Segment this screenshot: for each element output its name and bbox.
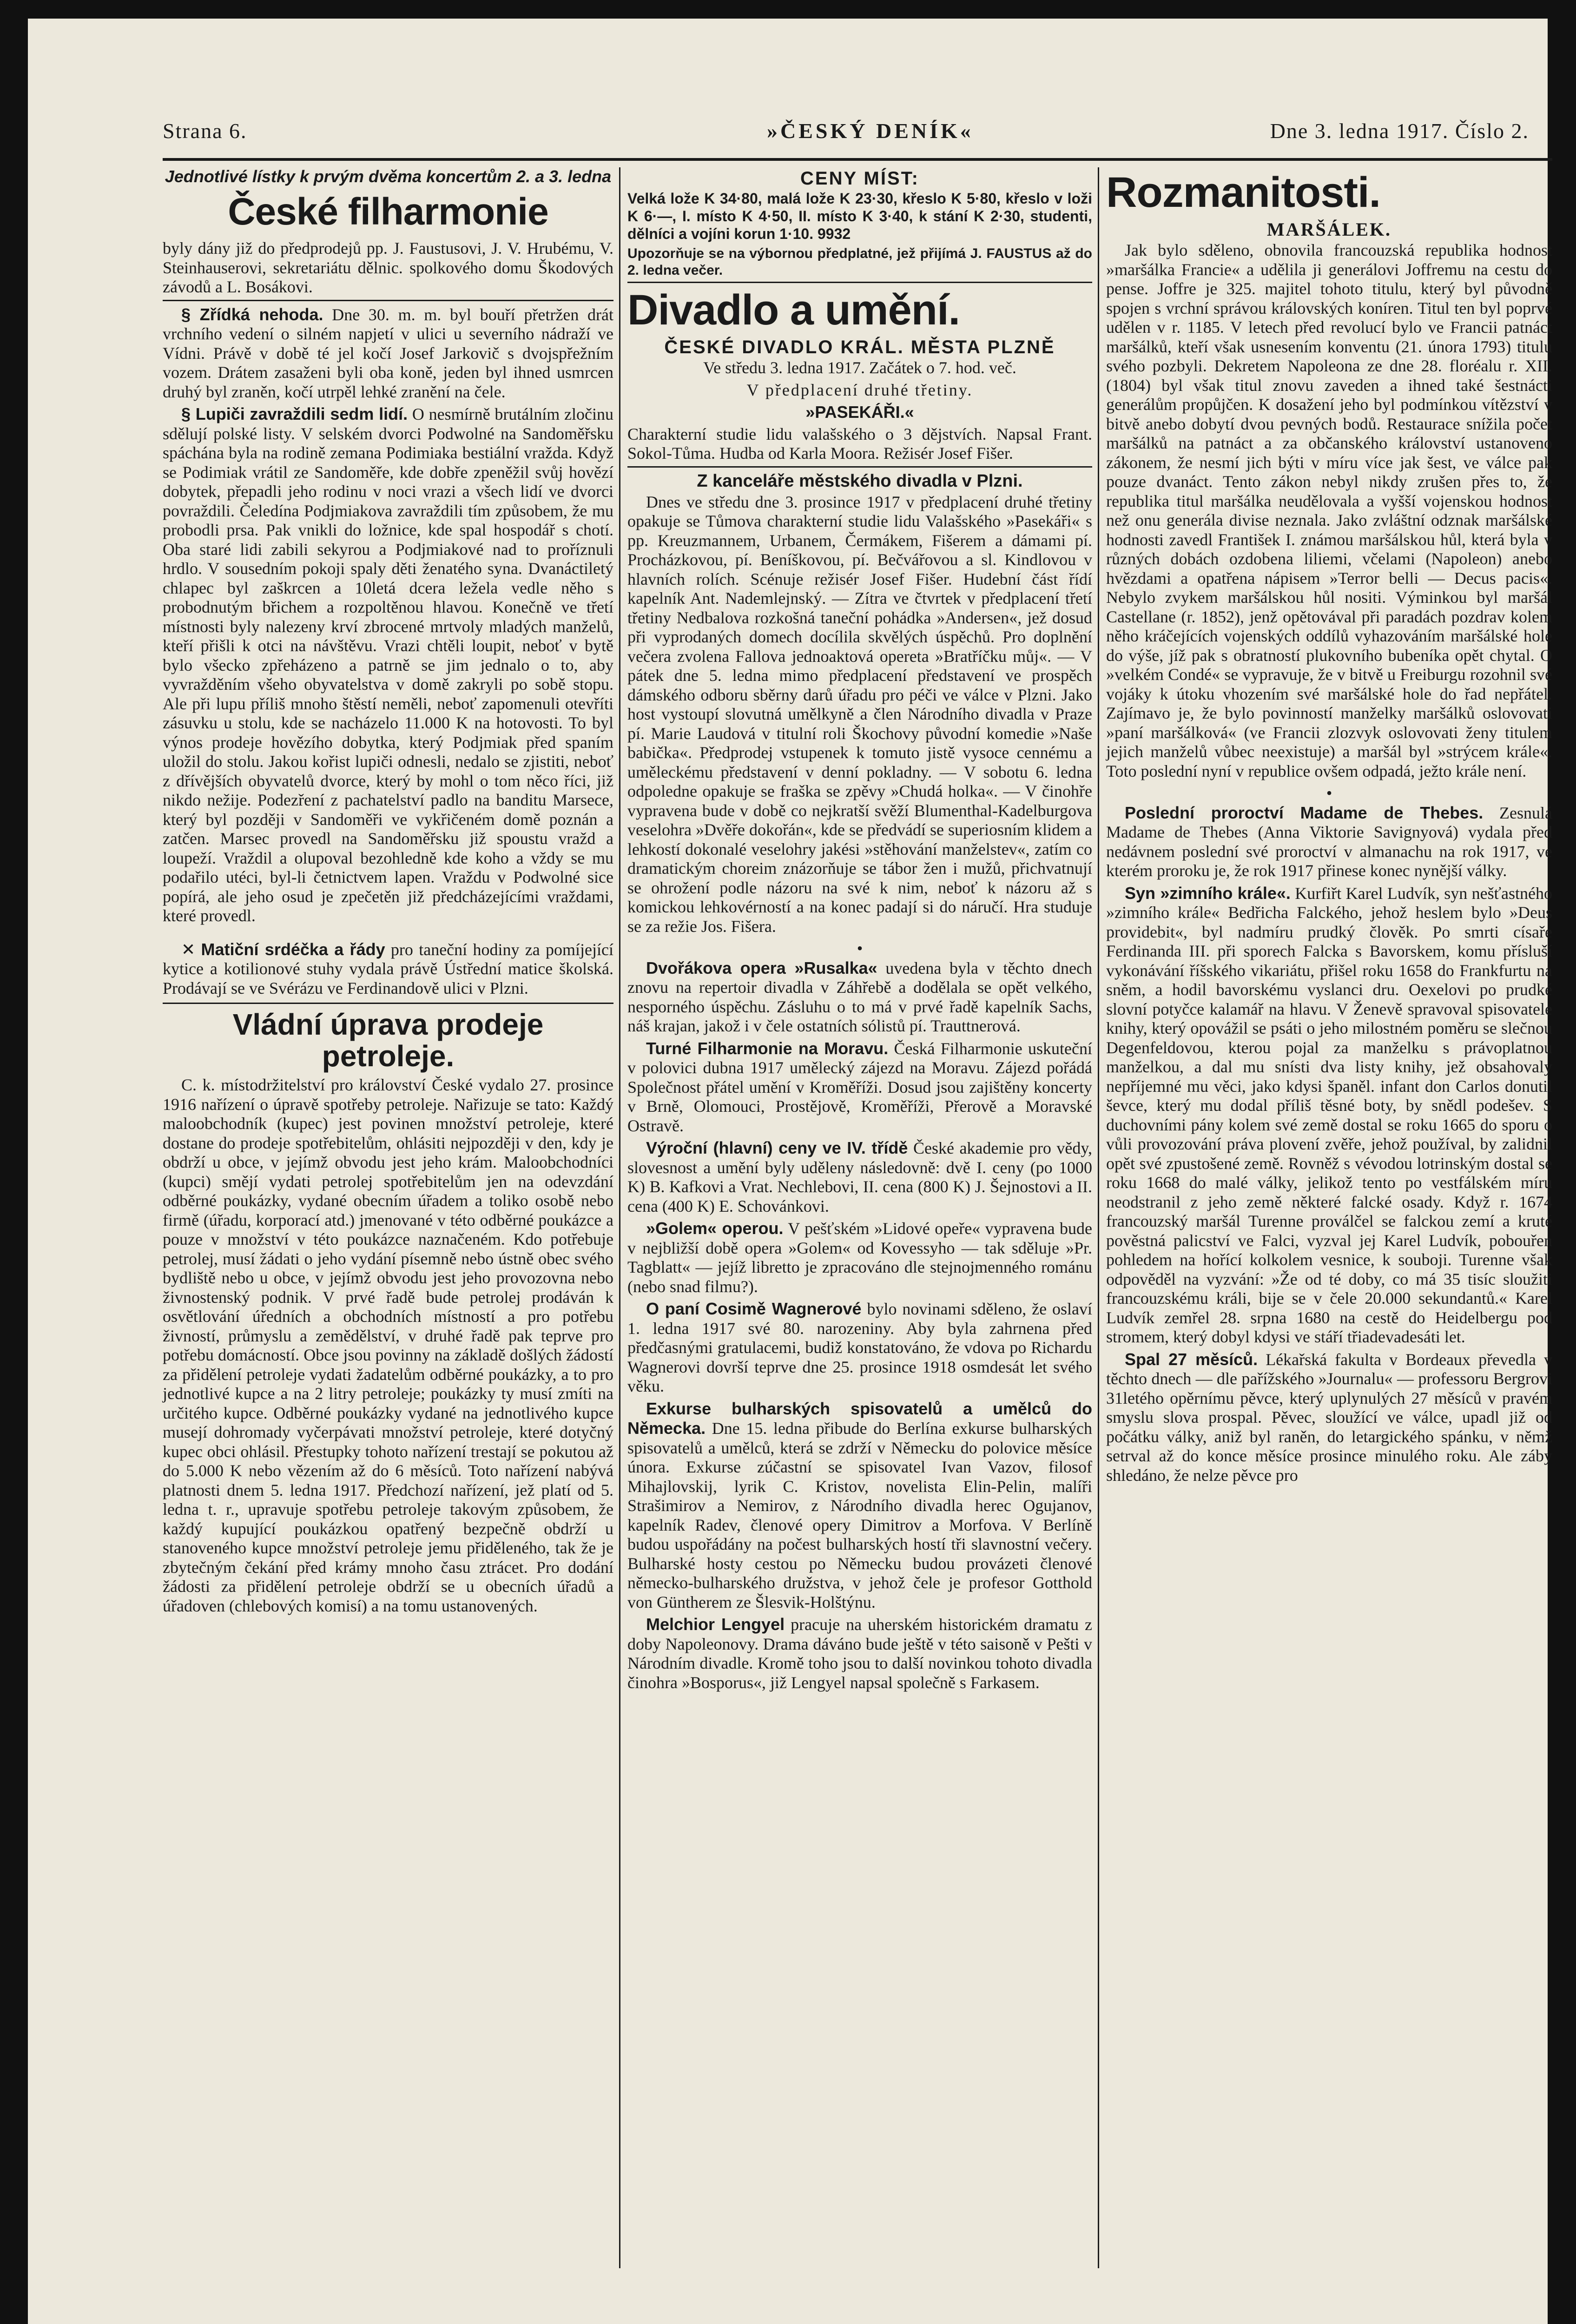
- article-murder: § Lupiči zavraždili sedm lidí. O nesmírně brutálním zločinu sdělují polské listy. V selském dvorci Podwolné na Sandoměřsku spáchána byla na rodině zemana Podimiaka bestiální vražda. Když se Podimiak vrátil ze Sandoměře, kde dobře zpeněžil svůj hovězí dobytek, přepadli jeho rodinu v noci vrazi a všech lidí ve dvorci povraždili. Čeledína Podjmiakova zavraždili tím způsobem, že mu probodli prsa. Pak vnikli do ložnice, kde spal hospodář s chotí. Oba staré lidi zabili sekyrou a Podjmiakové nad to proříznuli hrdlo. V sousedním pokoji spaly děti ženatého syna. Dvanáctiletý chlapec byl zaškrcen a 10letá dcera ležela vedle něho s probodnutým břichem a rozpoltěnou hlavou. Konečně ve třetí místnosti byly nalezeny krví zbrocené mrtvoly mladých manželů, kteří přišli k otci na návštěvu. Vrazi chtěli loupit, neboť v bytě bylo všecko zpřeházeno a patrně se jim jednalo o to, aby vyvražděním všeho obyvatelstva v domě zakryli po sobě stopu. Ale při lupu příliš mnoho štěstí neměli, neboť zapomenuli otevříti zásuvku u stolu, kde se nacházelo 11.000 K na hotovosti. To byl výnos prodeje hovězího dobytka, který Podjmiak před spaním uložil do stolu. Jakou kořist lupiči odnesli, nedalo se zjistiti, neboť z dřívějších obyvatelů dvorce, který by mohl o tom něco říci, již nikdo nežije. Podezření z pachatelství padlo na banditu Marsece, který byl později v Sandoměři ve vykřičeném domě poznán a zatčen. Marsec provedl na Sandoměřsku již spoustu vražd a loupeží. Vraždil a olupoval bezohledně kde koho a vždy se mu podařilo utéci, byl-li četnictvem lapen. Vraždu v Podwolné sice popírá, ale jeho osud je zpečetěn již předcházejícími vraždami, které provedl.: [163, 404, 613, 925]
- article-sleep: Spal 27 měsíců. Lékařská fakulta v Bordeaux převedla v těchto dnech — dle pařížského »Journalu« — professoru Bergrovi 31letého opěrnímu pěvce, který uplynulých 27 měsíců v pravém smyslu slova prospal. Pěvec, sloužící ve válce, upadl již od počátku války, aniž byl raněn, do letargického spánku, v němž setrval až do konce měsíce prosince minulého roku. Ale záby shledáno, že nelze pěvce pro: [1106, 1349, 1553, 1485]
- column-1: [163, 167, 613, 1618]
- article-golem: »Golem« operou. V pešťském »Lidové opeře« vypravena bude v nejbližší době opera »Golem« od Kovessyho — tak sděluje »Pr. Tagblatt« — jejíž libretto je zpracováno dle stejnojmenného románu (nebo snad filmu?).: [627, 1219, 1092, 1296]
- subscription-note: Upozorňuje se na výbornou předplatné, jež přijímá J. FAUSTUS až do 2. ledna večer.: [627, 245, 1092, 283]
- article-accident: § Zřídká nehoda. Dne 30. m. m. byl bouří přetržen drát vrchního vedení o silném napjetí v ulici u severního nádraží ve Vídni. Právě v době té jel kočí Josef Jarkovič s dvojspřežním vozem. Drátem zasaženi byli oba koně, jeden byl ihned usmrcen druhý byl zraněn, kočí utrpěl lehké zranění na čele.: [163, 304, 614, 401]
- article-wagner: O paní Cosimě Wagnerové bylo novinami sděleno, že oslaví 1. ledna 1917 své 80. narozeniny. Aby byla zahrnena před předčasnými gratulacemi, budiž konstatováno, že vdova po Richardu Wagnerovi dovrší teprve dne 25. prosince 1918 osmdesát let svého věku.: [627, 1299, 1093, 1395]
- concert-intro: byly dány již do předprodejů pp. J. Faustusovi, J. V. Hrubému, V. Steinhauserovi, sekretariátu dělnic. spolkového domu Škodových závodů a L. Bosákovi.: [163, 239, 613, 301]
- office-heading: Z kanceláře městského divadla v Plzni.: [697, 471, 1023, 491]
- article-office: Dnes ve středu dne 3. prosince 1917 v předplacení druhé třetiny opakuje se Tůmova charakterní studie lidu Valašského »Pasekáři« s pp. Kreuzmannem, Urbanem, Čermákem, Fišerem a dámami pí. Procházkovou, pí. Beníškovou, pí. Bečvářovou a sl. Kindlovou v hlavních rolích. Scénuje režisér Josef Fišer. Hudební část řídí kapelník Ant. Nademlejnský. — Zítra ve čtvrtek v předplacení třetí třetiny Nedbalova rozkošná taneční pohádka »Andersen«, jež dosud při vyprodaných domech docílila skvělých úspěchů. Pro doplnění večera zvolena Fallova jednoaktová opereta »Bratříčku můj«. — V pátek dne 5. ledna mimo předplacení představení ve prospěch dámského odboru sběrny darů úřadu pro péči ve válce v Plzni. Jako host vystoupí slovutná umělkyně a člen Národního divadla v Praze pí. Marie Laudová v titulní roli Škochovy původní komedie »Naše babička«. Předprodej vstupenek k tomuto jistě vysoce cennému a uměleckému představení v denní pokladny. — V sobotu 6. ledna odpoledne opakuje se fraška se zpěvy »Chudá holka«. — V činohře vypravena bude v době co nejkratší svěží Blumenthal-Kadelburgova veselohra »Dvěře dokořán«, kde se předvádí se superiosním klidem a lehkostí dokonalé veselohry jakési »stěhování manželstev«, zatím co dramatickým choreim znázorňuje se tábor žen i mužů, přichvatnují se ohrožení podle názoru na své k nim, neboť k názoru až s komickou lehkovérností a na konec padají si do náručí. Hra studuje se za režie Jos. Fišera.: [627, 492, 1092, 936]
- marshal-heading: MARŠÁLEK.: [1266, 219, 1392, 240]
- newspaper-page: [28, 19, 1553, 2324]
- performance-subscription: V předplacení druhé třetiny.: [746, 380, 973, 399]
- masthead: [163, 119, 1529, 151]
- theatre-heading: Divadlo a umění.: [627, 286, 960, 334]
- article-turne: Turné Filharmonie na Moravu. Česká Filharmonie uskuteční v polovici dubna 1917 umělecký zájezd na Moravu. Zájezd pořádá Společnost přátel umění v Kroměříži. Dosud jsou zajištěny koncerty v Brně, Olomouci, Prostějově, Kroměříži, Přerově a Moravské Ostravě.: [627, 1038, 1092, 1135]
- performance-date: Ve středu 3. ledna 1917. Začátek o 7. hod. več.: [703, 358, 1016, 377]
- issue-date: Dne 3. ledna 1917. Číslo 2.: [1270, 119, 1529, 143]
- article-petroleum: C. k. místodržitelství pro království České vydalo 27. prosince 1916 nařízení o úpravě spotřeby petroleje. Nařizuje se tato: Každý maloobchodník (kupec) jest povinen množství petroleje, které dostane do prodeje spotřebitelům, ohlásiti nejpozději v den, kdy je obdrží u obce, v jejímž obvodu jest jeho krám. Maloobchodníci (kupci) smějí vydati petrolej spotřebitelům jen na odevzdání odběrné poukázky, vydané obecním úřadem a toliko osobě nebo firmě (úřadu, korporací atd.) jmenované v této odběrné poukázce a pouze v množství v této poukázce naznačeném. Kdo potřebuje petrolej, musí žádati o jeho vydání písemně nebo ústně obec svého bydliště nebo u obce, v jejímž obvodu jest jeho provozovna nebo živnostenský podnik. V prvé řadě bude petrolej prodáván k osvětlování úředních a obchodních místností a pro potřebu živností, průmyslu a zemědělství, v druhé řadě pak teprve pro potřebu domácností. Obce jsou povinny na základě došlých žádostí za přidělení petroleje vydati žadatelům odběrné poukázky, a to pro jednotlivé kupce a na 2 litry petroleje; poukázky ty musí zmíti na určitého kupce. Odběrné poukázky vydané na jednotlivého kupce musejí dohromady vyčerpávati množství petroleje, které dotyčný kupec obci ohlásil. Přestupky tohoto nařízení trestají se pokutou až do 5.000 K nebo vězením až do 6 měsíců. Toto nařízení nabývá platnosti dnem 5. ledna 1917. Předchozí nařízení, jež platí od 5. ledna t. r., upravuje spotřebu petroleje takovým způsobem, že každý kupující poukázkou opatřený bezpečně obdrží u stanoveného kupce množství petroleje jemu přiděleného, tak že je zbytečným čekání před krámy mnoho času ztrácet. Pro dodání žádosti za přidělení petroleje obdrží se u obecních úřadů a úřadoven (chlebových komisí) a na tomu ustanovených.: [163, 1076, 613, 1615]
- article-matice: ✕ Matiční srdéčka a řády pro taneční hodiny za pomíjející kytice a kotilionové stuhy vydala právě Ústřední matice školská. Prodávají se ve Svérázu ve Ferdinandově ulici v Plzni.: [163, 939, 614, 997]
- column-2: [627, 167, 1092, 1695]
- separator: [163, 1003, 613, 1004]
- play-description: Charakterní studie lidu valašského o 3 dějstvích. Napsal Frant. Sokol-Tůma. Hudba od Karla Moora. Režisér Josef Fišer.: [627, 425, 1092, 468]
- miscellany-heading: Rozmanitosti.: [1106, 169, 1381, 216]
- ornament: •: [857, 939, 863, 957]
- concert-kicker: Jednotlivé lístky k prvým dvěma koncertům 2. a 3. ledna: [165, 167, 612, 186]
- column-divider-1: [619, 167, 620, 2268]
- article-winter-king: Syn »zimního krále«. Kurfiřt Karel Ludvík, syn nešťastného »zimního krále« Bedřicha Falckého, jehož heslem bylo »Deus providebit«, byl nadmíru prudký člověk. Po smrti císaře Ferdinanda III. při sporech Falcka s Bavorskem, komu přísluší vykonávání říšského vikariátu, přišel roku 1658 do Frankfurtu na sněm, a hodil bavorskému vyslanci dru. Oexelovi po prudké slovní potyčce kalamář na hlavu. V Ženevě spravoval spisovatele knihy, který opovážil se psáti o jeho milostném poměru se slečnou Degenfeldovou, kterou pojal za manželku s právoplatnou manželkou, a dal mu snísti dva listy knihy, jež obsahovaly nepříjemné mu věci, jako kdysi španěl. infant don Carlos donutil ševce, který mu dodal příliš těsné boty, by snědl podešev. S duchovními pány kolem své země dostal se roku 1665 do sporu o vůli provozování práva plovení zvěře, jehož používal, by zalidnil opět své zpustošené země. Rovněž s vévodou lotrinským dostal se roku 1668 do malé války, jelikož tento po vestfálském míru neodstranil z jeho země některé falcké osady. Když r. 1674 francouzský maršál Turenne proválčel se falckou zemí a kruté pověstná palicství ve Falci, vyzval jej Karel Ludvík, pobouřen pohledem na hořící kolkolem vesnice, k souboji. Turenne však odpověděl na vyzvání: »Že od té doby, co má 35 tisíc sloužiti francouzskému králi, bije se v čele 20.000 sekundantů.« Karel Ludvík zemřel 28. srpna 1680 na cestě do Heidelbergu pod stromem, který dobyl kdysi ve stáří třiadevadesáti let.: [1106, 883, 1552, 1346]
- filharmonie-heading: České filharmonie: [228, 191, 548, 233]
- column-3: [1106, 167, 1552, 1488]
- article-lengyel: Melchior Lengyel pracuje na uherském historickém dramatu z doby Napoleonovy. Drama dáváno bude ještě v této saisoně v Pešti v Národním divadle. Kromě toho jsou to další novinkou tohoto divadla činohra »Bosporus«, již Lengyel napsal společně s Farkasem.: [627, 1615, 1092, 1692]
- play-title: »PASEKÁŘI.«: [805, 403, 914, 422]
- article-rusalka: Dvořákova opera »Rusalka« uvedena byla v těchto dnech znovu na repertoir divadla v Záhřebě a dodělala se opět velkého, nesporného úspěchu. Zásluhu o to má v prvé řadě kapelník Sachs, náš krajan, jakož i v čele ostatních sólistů pí. Trauttnerová.: [627, 958, 1092, 1035]
- page-number: Strana 6.: [163, 119, 247, 143]
- article-exkurse: Exkurse bulharských spisovatelů a umělců do Německa. Dne 15. ledna přibude do Berlína exkurse bulharských spisovatelů a umělců, která se zdrží v Německu do polovice měsíce února. Exkurse zúčastní se spisovatel Ivan Vazov, filosof Mihajlovskij, lyrik C. Kristov, novelista Elin-Pelin, malíři Strašimirov a Nemirov, z Národního divadla herec Ogujanov, kapelník Radev, členové opery Dimitrov a Morfova. V Berlíně budou uspořádány na počest bulharských hostí tři slavnostní večery. Bulharské hosty cestou po Německu budou provázeti členové německo-bulharského družstva, v jehož čele je profesor Gotthold von Güntherem ze Šlesvik-Holštýnu.: [627, 1399, 1092, 1611]
- petroleum-heading: Vládní úprava prodeje petroleje.: [232, 1008, 544, 1073]
- newspaper-name: »ČESKÝ DENÍK«: [767, 119, 974, 143]
- ornament: •: [1326, 784, 1332, 802]
- masthead-rule: [163, 158, 1552, 161]
- article-marshal: Jak bylo sděleno, obnovila francouzská republika hodnost »maršálka Francie« a udělila ji generálovi Joffremu na cestu do pense. Joffre je 325. majitel tohoto titulu, který byl původně spojen s vrchní správou královských koníren. Titul ten byl poprvé udělen v r. 1185. V letech před revolucí bylo ve Francii patnáct maršálků, kteří však usnesením konventu (21. února 1793) titulu svého pozbyli. Dekretem Napoleona ze dne 28. floréalu r. XII. (1804) byl však titul znovu zaveden a ihned také šestnácti generálům propůjčen. K dosažení jeho byl podmínkou vítězství v bitvě anebo dobytí dvou pevných bodů. Restaurace snížila počet maršálků na patnáct a za občanského království ustanoveno zákonem, že nesmí jich býti v míru více jak šest, ve válce pak pouze dvanáct. Tento zákon nebyl nikdy zrušen přes to, že republika titul maršálka neudělovala a vyšší vojenskou hodnost než onu generála divise neznala. Jako zvláštní odznak maršálské hodnosti zavedl František I. známou maršálskou hůl, která byla v různých dobách ozdobena liliemi, včelami (Napoleon) anebo hvězdami a opatřena nápisem »Terror belli — Decus pacis«. Nebylo zvykem maršálskou hůl nositi. Výminkou byl maršál Castellane (r. 1852), jenž opětovával při paradách pozdrav kolem něho kráčejících vojenských oddílů vyhazováním maršálské hole do výše, jíž pak s obratností plukovního bubeníka opět chytal. O »velkém Condé« se vypravuje, že v bitvě u Freiburgu rozohnil své vojáky k útoku vhozením své maršálské hole do řad nepřátel. Zajímavo je, že bylo povinností manželky maršálků oslovovati »paní maršálková« (ve Francii zlozvyk oslovovati ženy titulem jejich manželů vůbec neexistuje) a maršál byl »strýcem krále«. Toto poslední nyní v republice ovšem odpadá, ježto krále není.: [1106, 241, 1552, 780]
- column-divider-2: [1098, 167, 1099, 2268]
- prices-heading: CENY MÍST:: [800, 168, 919, 189]
- article-thebes: Poslední proroctví Madame de Thebes. Zesnulá Madame de Thebes (Anna Viktorie Savignyová) vydala před nedávnem poslední své proroctví v almanachu na rok 1917, ve kterém proroku je, že rok 1917 přinese konec nynější války.: [1106, 803, 1552, 880]
- article-prizes: Výroční (hlavní) ceny ve IV. třídě České akademie pro vědy, slovesnost a umění byly uděleny následovně: dvě I. ceny (po 1000 K) B. Kafkovi a Vrat. Nechlebovi, II. cena (800 K) J. Šejnostovi a II. cena (400 K) E. Schovánkovi.: [627, 1138, 1093, 1215]
- theatre-name: ČESKÉ DIVADLO KRÁL. MĚSTA PLZNĚ: [664, 337, 1055, 357]
- ticket-prices: Velká lože K 34·80, malá lože K 23·30, křeslo K 5·80, křeslo v loži K 6·—, I. místo K 4·50, II. místo K 3·40, k stání K 2·30, studenti, dělníci a vojíni korun 1·10. 9932: [627, 190, 1092, 242]
